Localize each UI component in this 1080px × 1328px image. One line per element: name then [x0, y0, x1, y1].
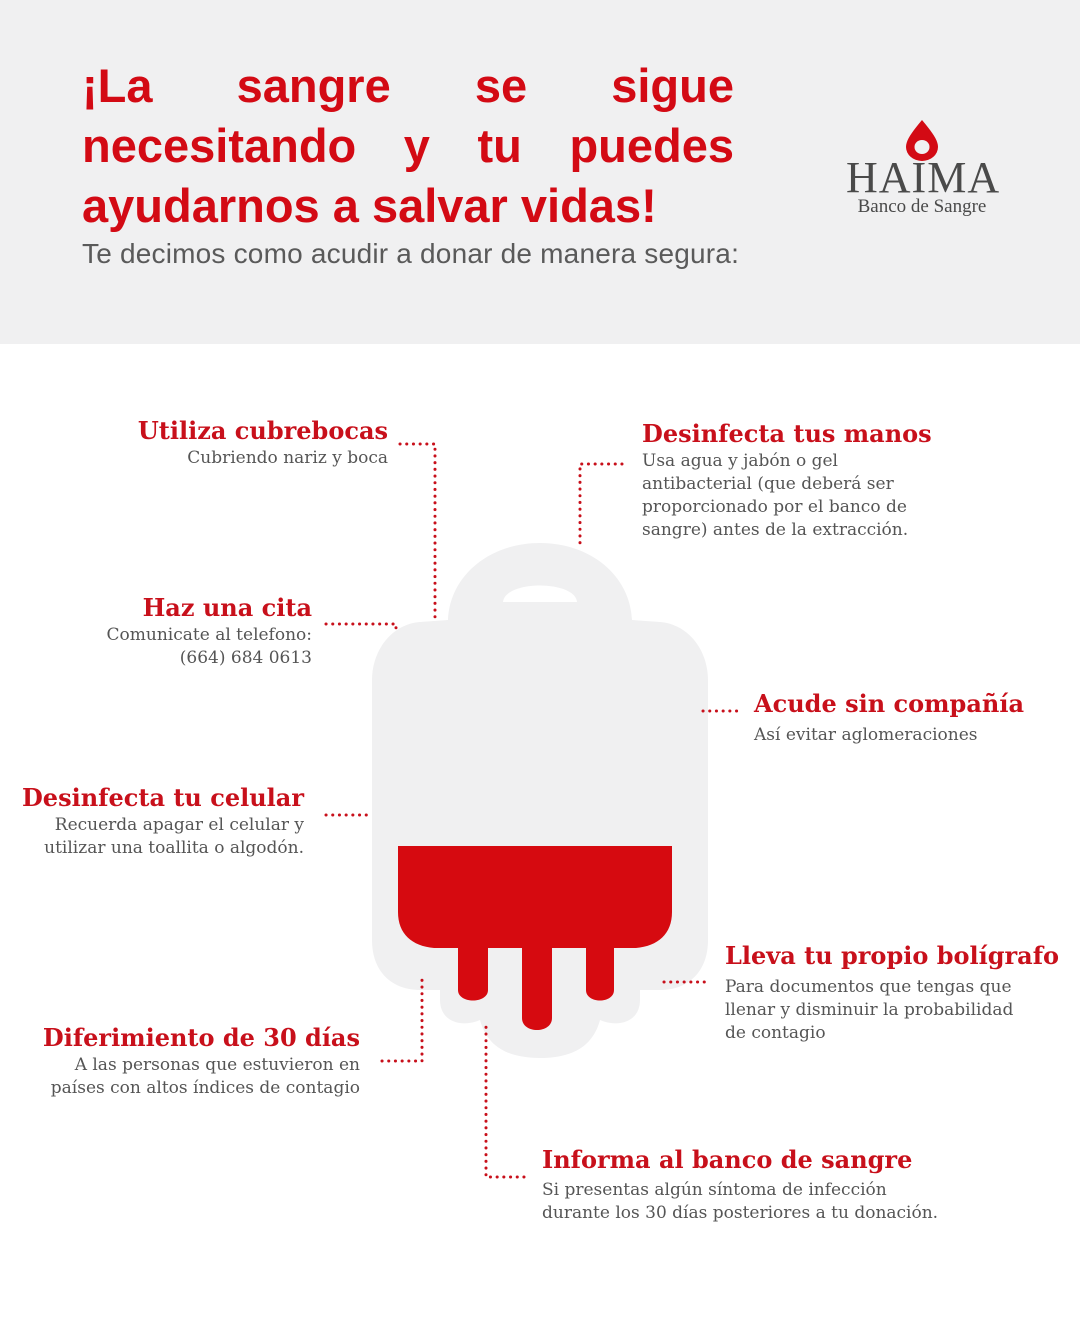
logo-subtitle: Banco de Sangre: [857, 196, 987, 217]
tip-appointment-desc-1: Comunicate al telefono:: [106, 625, 312, 645]
tip-inform-desc-2: durante los 30 días posteriores a tu donación.: [542, 1203, 939, 1223]
tip-mask: [138, 416, 388, 470]
tip-deferral: [43, 1023, 360, 1100]
tip-phone: [22, 783, 304, 860]
tip-hands-title: Desinfecta tus manos: [642, 419, 932, 448]
connector-hands: [580, 464, 622, 548]
tip-alone: [754, 689, 1024, 747]
subtitle: Te decimos como acudir a donar de manera segura:: [82, 238, 740, 269]
tip-mask-desc: Cubriendo nariz y boca: [187, 448, 388, 468]
tip-deferral-title: Diferimiento de 30 días: [42, 1023, 360, 1052]
tip-pen: [725, 941, 1059, 1045]
tip-mask-title: Utiliza cubrebocas: [137, 416, 388, 445]
tip-hands-desc-4: sangre) antes de la extracción.: [642, 520, 909, 540]
connector-mask: [400, 444, 435, 622]
tip-phone-desc-2: utilizar una toallita o algodón.: [44, 838, 304, 858]
tip-phone-title: Desinfecta tu celular: [21, 783, 304, 812]
headline-line-2: necesitando y tu puedes: [82, 119, 734, 172]
tip-appointment-phone: (664) 684 0613: [179, 648, 312, 668]
tip-pen-desc-2: llenar y disminuir la probabilidad: [725, 1000, 1014, 1020]
tip-deferral-desc-1: A las personas que estuvieron en: [74, 1055, 360, 1075]
headline-line-3: ayudarnos a salvar vidas!: [82, 179, 657, 232]
tip-appointment-title: Haz una cita: [142, 593, 312, 622]
tip-hands-desc-2: antibacterial (que deberá ser: [642, 474, 894, 494]
tip-appointment: [107, 593, 312, 670]
headline-line-1: ¡La sangre se sigue: [82, 59, 734, 112]
haima-logo: [846, 118, 1001, 222]
connector-deferral: [382, 980, 422, 1061]
tip-hands: [642, 419, 932, 542]
tip-pen-desc-1: Para documentos que tengas que: [725, 977, 1012, 997]
header-banner: [0, 0, 1080, 344]
tip-pen-desc-3: de contagio: [725, 1023, 826, 1043]
logo-name: HAIMA: [846, 153, 1001, 202]
tip-inform: [542, 1145, 938, 1225]
tip-deferral-desc-2: países con altos índices de contagio: [50, 1078, 360, 1098]
tip-phone-desc-1: Recuerda apagar el celular y: [54, 815, 304, 835]
tip-hands-desc-1: Usa agua y jabón o gel: [642, 451, 838, 471]
tip-alone-desc: Así evitar aglomeraciones: [754, 725, 978, 745]
headline: [82, 56, 734, 236]
tip-alone-title: Acude sin compañía: [754, 689, 1024, 718]
tip-pen-title: Lleva tu propio bolígrafo: [725, 941, 1060, 970]
tip-hands-desc-3: proporcionado por el banco de: [642, 497, 907, 517]
tip-inform-title: Informa al banco de sangre: [542, 1145, 913, 1174]
tip-inform-desc-1: Si presentas algún síntoma de infección: [542, 1180, 887, 1200]
connector-appointment: [326, 624, 396, 632]
